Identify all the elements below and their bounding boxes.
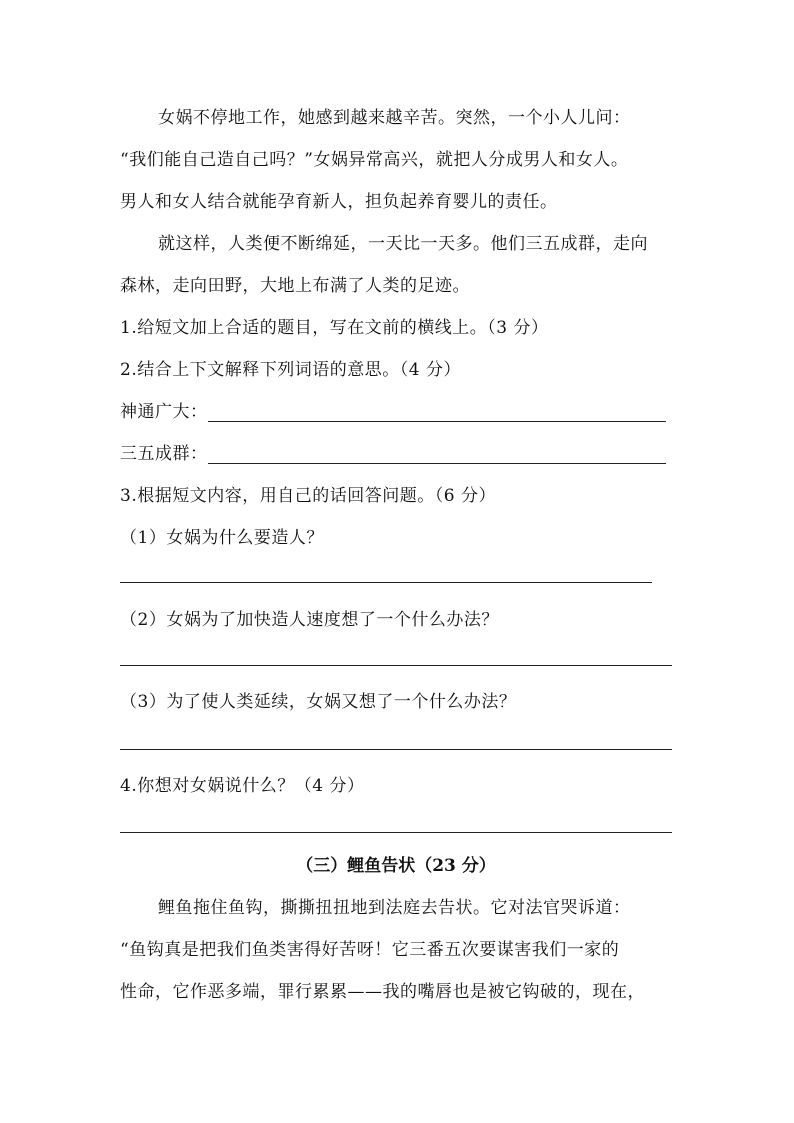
passage-paragraph-1-line-3: 男人和女人结合就能孕育新人，担负起养育婴儿的责任。 bbox=[120, 192, 558, 212]
section-3-line-3: 性命，它作恶多端，罪行累累——我的嘴唇也是被它钩破的，现在， bbox=[120, 982, 645, 1002]
section-3-line-1: 鲤鱼拖住鱼钩，撕撕扭扭地到法庭去告状。它对法官哭诉道： bbox=[158, 898, 631, 918]
passage-paragraph-1-line-2: “我们能自己造自己吗？”女娲异常高兴，就把人分成男人和女人。 bbox=[120, 150, 629, 170]
question-3-sub-1: （1）女娲为什么要造人？ bbox=[120, 528, 324, 548]
question-3-sub-3: （3）为了使人类延续，女娲又想了一个什么办法？ bbox=[120, 692, 517, 712]
passage-paragraph-1-line-1: 女娲不停地工作，她感到越来越辛苦。突然，一个小人儿问： bbox=[158, 108, 631, 128]
passage-paragraph-2-line-2: 森林，走向田野，大地上布满了人类的足迹。 bbox=[120, 276, 470, 296]
section-3-line-2: “鱼钩真是把我们鱼类害得好苦呀！它三番五次要谋害我们一家的 bbox=[120, 940, 620, 960]
answer-blank-term-1[interactable] bbox=[208, 407, 666, 422]
term-row-2 bbox=[120, 444, 680, 464]
question-1: 1.给短文加上合适的题目，写在文前的横线上。（3 分） bbox=[120, 318, 549, 338]
answer-line-q4[interactable] bbox=[120, 832, 672, 833]
question-3: 3.根据短文内容，用自己的话回答问题。（6 分） bbox=[120, 486, 496, 506]
term-label-2: 三五成群： bbox=[120, 444, 208, 464]
question-3-sub-2: （2）女娲为了加快造人速度想了一个什么办法？ bbox=[120, 610, 499, 630]
answer-line-q3-3[interactable] bbox=[120, 749, 672, 750]
question-2: 2.结合上下文解释下列词语的意思。（4 分） bbox=[120, 360, 461, 380]
passage-paragraph-2-line-1: 就这样，人类便不断绵延，一天比一天多。他们三五成群，走向 bbox=[158, 234, 648, 254]
question-4: 4.你想对女娲说什么？（4 分） bbox=[120, 776, 365, 796]
answer-line-q3-2[interactable] bbox=[120, 665, 672, 666]
term-label-1: 神通广大： bbox=[120, 402, 208, 422]
term-row-1 bbox=[120, 402, 680, 422]
answer-line-q3-1[interactable] bbox=[120, 582, 652, 583]
answer-blank-term-2[interactable] bbox=[208, 449, 666, 464]
section-3-title: （三）鲤鱼告状（23 分） bbox=[296, 856, 496, 876]
